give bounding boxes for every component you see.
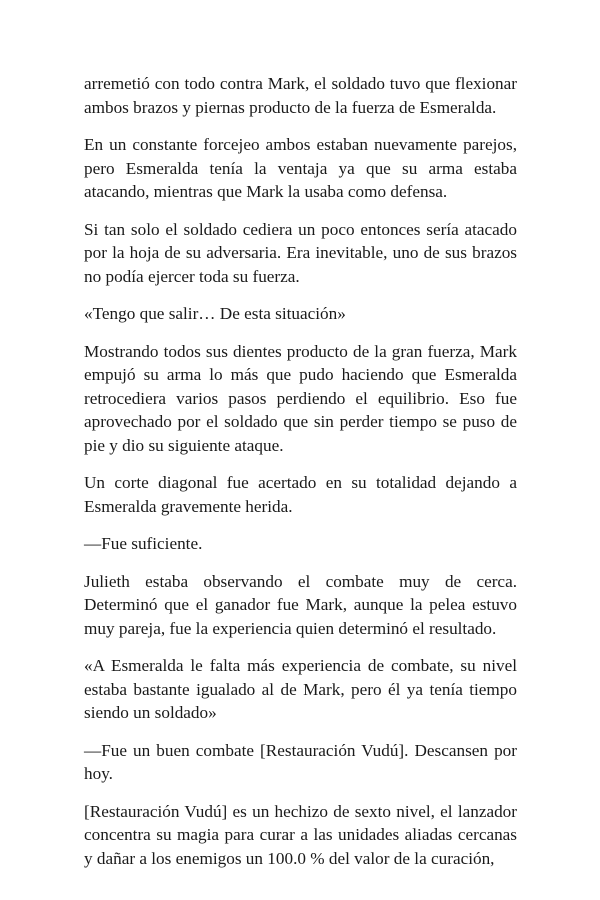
paragraph-5: Mostrando todos sus dientes producto de la gran fuerza, Mark empujó su arma lo más que pudo haciendo que Esmeralda retrocediera varios pasos perdiendo el equilibrio. Eso fue aprovechado por el soldado que sin perder tiempo se puso de pie y dio su siguiente ataque. <box>84 341 517 455</box>
paragraph-4: «Tengo que salir… De esta situación» <box>84 304 346 323</box>
paragraph-10: —Fue un buen combate [Restauración Vudú]. Descansen por hoy. <box>84 740 517 783</box>
paragraph-11: [Restauración Vudú] es un hechizo de sexto nivel, el lanzador concentra su magia para curar a las unidades aliadas cercanas y dañar a los enemigos un 100.0 % del valor de la curación, <box>84 801 517 868</box>
paragraph-8: Julieth estaba observando el combate muy de cerca. Determinó que el ganador fue Mark, aunque la pelea estuvo muy pareja, fue la experiencia quien determinó el resultado. <box>84 571 517 638</box>
paragraph-2: En un constante forcejeo ambos estaban nuevamente parejos, pero Esmeralda tenía la ventaja ya que su arma estaba atacando, mientras que Mark la usaba como defensa. <box>84 135 517 201</box>
paragraph-6: Un corte diagonal fue acertado en su totalidad dejando a Esmeralda gravemente herida. <box>84 473 517 516</box>
paragraph-1: arremetió con todo contra Mark, el soldado tuvo que flexionar ambos brazos y piernas producto de la fuerza de Esmeralda. <box>84 74 517 117</box>
paragraph-3: Si tan solo el soldado cediera un poco entonces sería atacado por la hoja de su adversaria. Era inevitable, uno de sus brazos no podía ejercer toda su fuerza. <box>84 219 517 286</box>
paragraph-7: —Fue suficiente. <box>84 534 203 553</box>
paragraph-9: «A Esmeralda le falta más experiencia de combate, su nivel estaba bastante igualado al de Mark, pero él ya tenía tiempo siendo un soldado» <box>84 656 517 722</box>
book-page <box>84 72 517 884</box>
